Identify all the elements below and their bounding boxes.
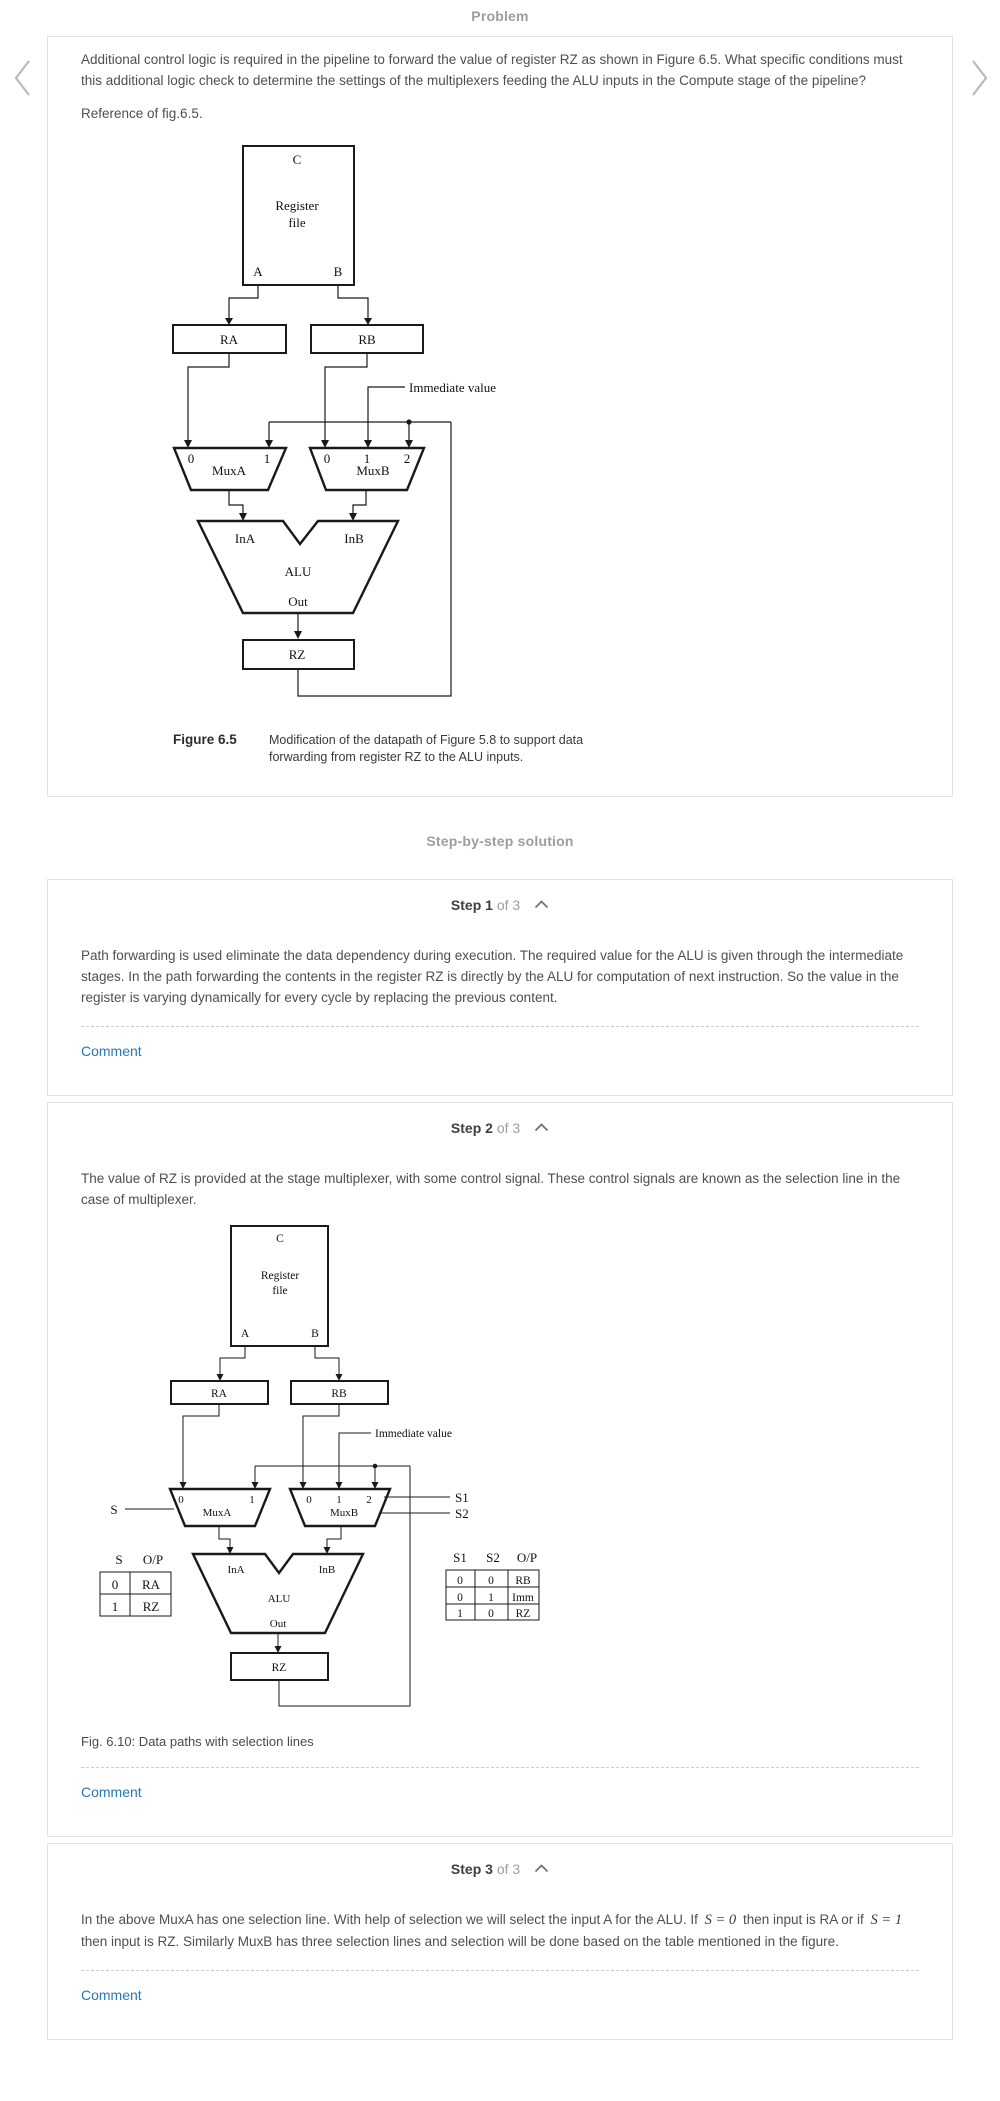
figure-6-5-caption [173, 732, 919, 766]
step-3-label: Step 3 [450, 1861, 493, 1877]
step-3-header [81, 1858, 919, 1877]
svg-text:file: file [288, 215, 306, 230]
svg-text:ALU: ALU [284, 564, 312, 579]
previous-problem-button[interactable] [10, 58, 34, 103]
step-3-text-part-1: In the above MuxA has one selection line. With help of selection we will select the input A for the ALU. If [81, 1912, 698, 1927]
step-1-text: Path forwarding is used eliminate the data dependency during execution. The required value for the ALU is given through the intermediate stages. In the path forwarding the contents in the register RZ is directly by the ALU for computation of next instruction. So the value in the register is varying dynamically for every cycle by replacing the previous content. [81, 948, 904, 1005]
step-3-card [47, 1843, 953, 2040]
step-1-label: Step 1 [450, 897, 493, 913]
svg-text:1: 1 [111, 1599, 119, 1614]
step-1-comment-link[interactable]: Comment [81, 1043, 142, 1059]
svg-text:1: 1 [336, 1494, 342, 1506]
figure-6-10-datapath-diagram [89, 1220, 551, 1718]
svg-text:A: A [240, 1328, 250, 1340]
svg-text:O/P: O/P [142, 1552, 164, 1567]
svg-text:RA: RA [219, 332, 239, 347]
step-2-comment-link[interactable]: Comment [81, 1784, 142, 1800]
chevron-left-icon [10, 58, 34, 98]
svg-text:A: A [253, 264, 263, 279]
svg-text:S1: S1 [453, 1550, 467, 1565]
step-3-comment-link[interactable]: Comment [81, 1987, 142, 2003]
svg-text:Register: Register [260, 1270, 300, 1282]
svg-text:S: S [110, 1502, 118, 1517]
svg-text:1: 1 [457, 1608, 463, 1620]
svg-text:MuxB: MuxB [329, 1507, 359, 1519]
svg-text:Out: Out [288, 594, 308, 609]
svg-text:InA: InA [227, 1564, 245, 1576]
problem-title: Problem [471, 8, 529, 24]
muxb-truth-table [446, 1550, 539, 1620]
svg-text:2: 2 [403, 451, 411, 466]
svg-text:C: C [292, 152, 302, 167]
chevron-up-icon [534, 900, 549, 909]
figure-6-10-caption: Fig. 6.10: Data paths with selection lines [81, 1734, 314, 1749]
svg-text:B: B [311, 1328, 319, 1340]
svg-text:file: file [272, 1285, 288, 1297]
divider [81, 1970, 919, 1971]
svg-text:RB: RB [515, 1575, 531, 1587]
svg-text:0: 0 [488, 1608, 494, 1620]
step-3-text-part-3: then input is RZ. Similarly MuxB has three selection lines and selection will be done based on the table mentioned in the figure. [81, 1934, 839, 1949]
collapse-step-1-button[interactable] [534, 896, 549, 912]
step-1-card [47, 879, 953, 1096]
step-2-text: The value of RZ is provided at the stage multiplexer, with some control signal. These control signals are known as the selection line in the case of multiplexer. [81, 1171, 901, 1207]
svg-text:1: 1 [363, 451, 371, 466]
svg-text:1: 1 [488, 1592, 494, 1604]
step-3-text [81, 1909, 919, 1952]
step-2-card [47, 1102, 953, 1837]
collapse-step-3-button[interactable] [534, 1860, 549, 1876]
svg-text:0: 0 [457, 1592, 463, 1604]
svg-text:0: 0 [457, 1575, 463, 1587]
svg-text:0: 0 [488, 1575, 494, 1587]
step-2-header [81, 1117, 919, 1136]
svg-text:MuxA: MuxA [212, 463, 246, 478]
divider [81, 1026, 919, 1027]
problem-text: Additional control logic is required in the pipeline to forward the value of register RZ as shown in Figure 6.5. What specific conditions must this additional logic check to determine the settings of the multiplexers feeding the ALU inputs in the Compute stage of the pipeline? [81, 52, 903, 88]
svg-text:1: 1 [263, 451, 271, 466]
problem-reference: Reference of fig.6.5. [81, 106, 203, 121]
svg-text:InB: InB [318, 1564, 336, 1576]
svg-text:ALU: ALU [267, 1593, 291, 1605]
svg-text:RB: RB [358, 332, 376, 347]
problem-card [47, 36, 953, 797]
solution-title: Step-by-step solution [426, 833, 574, 849]
divider [81, 1767, 919, 1768]
figure-6-5-caption-text: Modification of the datapath of Figure 5.8 to support data forwarding from register RZ to the ALU inputs. [269, 733, 584, 764]
step-3-text-part-2: then input is RA or if [742, 1912, 864, 1927]
step-2-of: of 3 [496, 1120, 521, 1136]
step-3-of: of 3 [496, 1861, 521, 1877]
svg-text:O/P: O/P [516, 1550, 538, 1565]
svg-text:0: 0 [187, 451, 195, 466]
step-2-label: Step 2 [450, 1120, 493, 1136]
svg-text:RZ: RZ [142, 1599, 160, 1614]
svg-text:Register: Register [275, 198, 319, 213]
svg-text:InB: InB [344, 531, 364, 546]
svg-text:0: 0 [323, 451, 331, 466]
svg-text:RB: RB [331, 1388, 347, 1400]
svg-text:RA: RA [141, 1577, 161, 1592]
svg-text:InA: InA [234, 531, 256, 546]
next-problem-button[interactable] [968, 58, 992, 103]
svg-text:RZ: RZ [271, 1662, 287, 1674]
svg-text:RZ: RZ [515, 1608, 531, 1620]
svg-text:MuxB: MuxB [356, 463, 390, 478]
step-1-of: of 3 [496, 897, 521, 913]
svg-text:Immediate value: Immediate value [409, 380, 496, 395]
svg-text:RZ: RZ [288, 647, 306, 662]
svg-text:0: 0 [111, 1577, 119, 1592]
svg-text:0: 0 [178, 1494, 184, 1506]
step-1-header [81, 894, 919, 913]
svg-text:S2: S2 [486, 1550, 500, 1565]
svg-text:Immediate value: Immediate value [375, 1428, 452, 1440]
collapse-step-2-button[interactable] [534, 1119, 549, 1135]
svg-text:C: C [276, 1233, 284, 1245]
chevron-up-icon [534, 1864, 549, 1873]
muxa-truth-table [100, 1552, 171, 1616]
figure-6-5-datapath-diagram [101, 138, 513, 718]
svg-text:S2: S2 [455, 1506, 469, 1521]
svg-text:S1: S1 [455, 1490, 469, 1505]
svg-text:0: 0 [306, 1494, 312, 1506]
svg-text:RA: RA [211, 1388, 227, 1400]
svg-text:2: 2 [366, 1494, 372, 1506]
svg-text:B: B [333, 264, 343, 279]
chevron-right-icon [968, 58, 992, 98]
figure-6-5-caption-label: Figure 6.5 [173, 732, 237, 747]
svg-text:MuxA: MuxA [202, 1507, 232, 1519]
svg-text:Out: Out [269, 1618, 287, 1630]
math-s-equals-0: S = 0 [704, 1912, 737, 1928]
math-s-equals-1: S = 1 [870, 1912, 903, 1928]
svg-text:S: S [115, 1552, 123, 1567]
svg-text:Imm: Imm [512, 1592, 534, 1604]
chevron-up-icon [534, 1123, 549, 1132]
svg-text:1: 1 [249, 1494, 255, 1506]
